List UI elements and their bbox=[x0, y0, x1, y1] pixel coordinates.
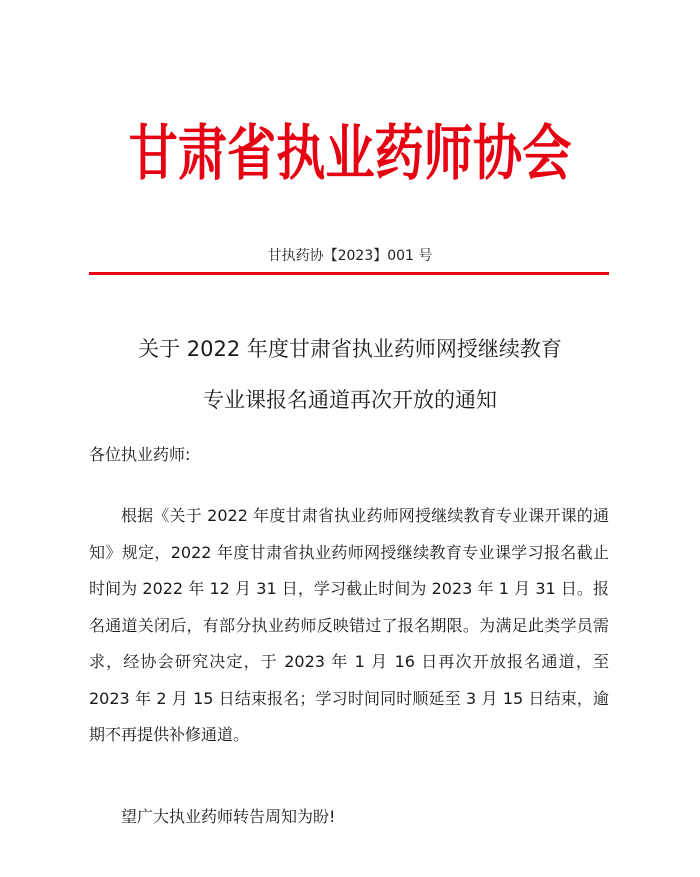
notice-title-line-2: 专业课报名通道再次开放的通知 bbox=[203, 388, 497, 412]
salutation: 各位执业药师: bbox=[89, 445, 191, 464]
closing-remark: 望广大执业药师转告周知为盼! bbox=[121, 807, 336, 826]
organization-title: 甘肃省执业药师协会 bbox=[128, 119, 572, 189]
notice-title-line-1: 关于 2022 年度甘肃省执业药师网授继续教育 bbox=[138, 337, 562, 361]
notice-body: 根据《关于 2022 年度甘肃省执业药师网授继续教育专业课开课的通知》规定，2022 年度甘肃省执业药师网授继续教育专业课学习报名截止时间为 2022 年 12 月 31 日，学习截止时间为 2023 年 1 月 31 日。报名通道关闭后，有部分执业药师反映错过了报名期限。为满足此类学员需求，经协会研究决定，于 2023 年 1 月 16 日再次开放报名通道，至 2023 年 2 月 15 日结束报名；学习时间同时顺延至 3 月 15 日结束，逾期不再提供补修通道。 bbox=[89, 506, 609, 744]
document-number: 甘执药协【2023】001 号 bbox=[267, 248, 433, 264]
header-divider bbox=[89, 272, 609, 275]
